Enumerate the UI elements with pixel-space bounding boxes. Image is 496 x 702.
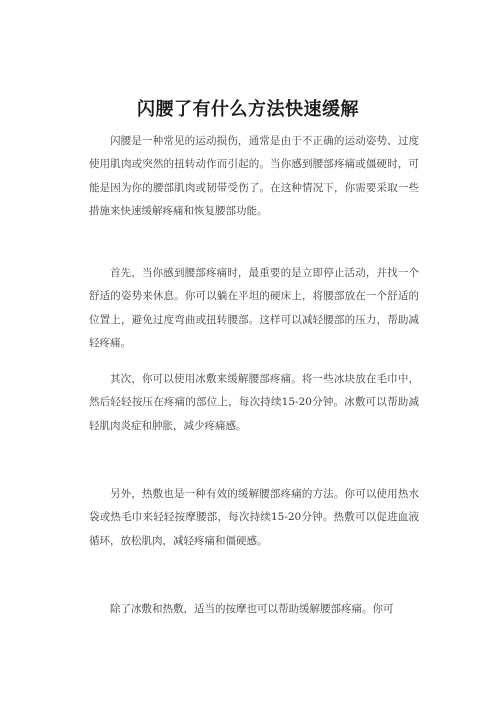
paragraph-massage: 除了冰敷和热敷，适当的按摩也可以帮助缓解腰部疼痛。你可 — [110, 603, 394, 615]
paragraph-intro: 闪腰是一种常见的运动损伤，通常是由于不正确的运动姿势、过度使用肌肉或突然的扭转动作而引起的。当你感到腰部疼痛或僵硬时，可能是因为你的腰部肌肉或韧带受伤了。在这种情况下，你需要采取一些措施来快速缓解疼痛和恢复腰部功能。 — [89, 135, 419, 218]
document-title: 闪腰了有什么方法快速缓解 — [137, 99, 359, 121]
paragraph-heat: 另外，热敷也是一种有效的缓解腰部疼痛的方法。你可以使用热水袋或热毛巾来轻轻按摩腰部，每次持续15-20分钟。热敷可以促进血液循环，放松肌肉，减轻疼痛和僵硬感。 — [89, 488, 419, 547]
paragraph-ice: 其次，你可以使用冰敷来缓解腰部疼痛。将一些冰块放在毛巾中，然后轻轻按压在疼痛的部位上，每次持续15-20分钟。冰敷可以帮助减轻肌肉炎症和肿胀，减少疼痛感。 — [89, 373, 419, 432]
paragraph-rest: 首先，当你感到腰部疼痛时，最重要的是立即停止活动，并找一个舒适的姿势来休息。你可以躺在平坦的硬床上，将腰部放在一个舒适的位置上，避免过度弯曲或扭转腰部。这样可以减轻腰部的压力，帮助减轻疼痛。 — [89, 267, 419, 350]
